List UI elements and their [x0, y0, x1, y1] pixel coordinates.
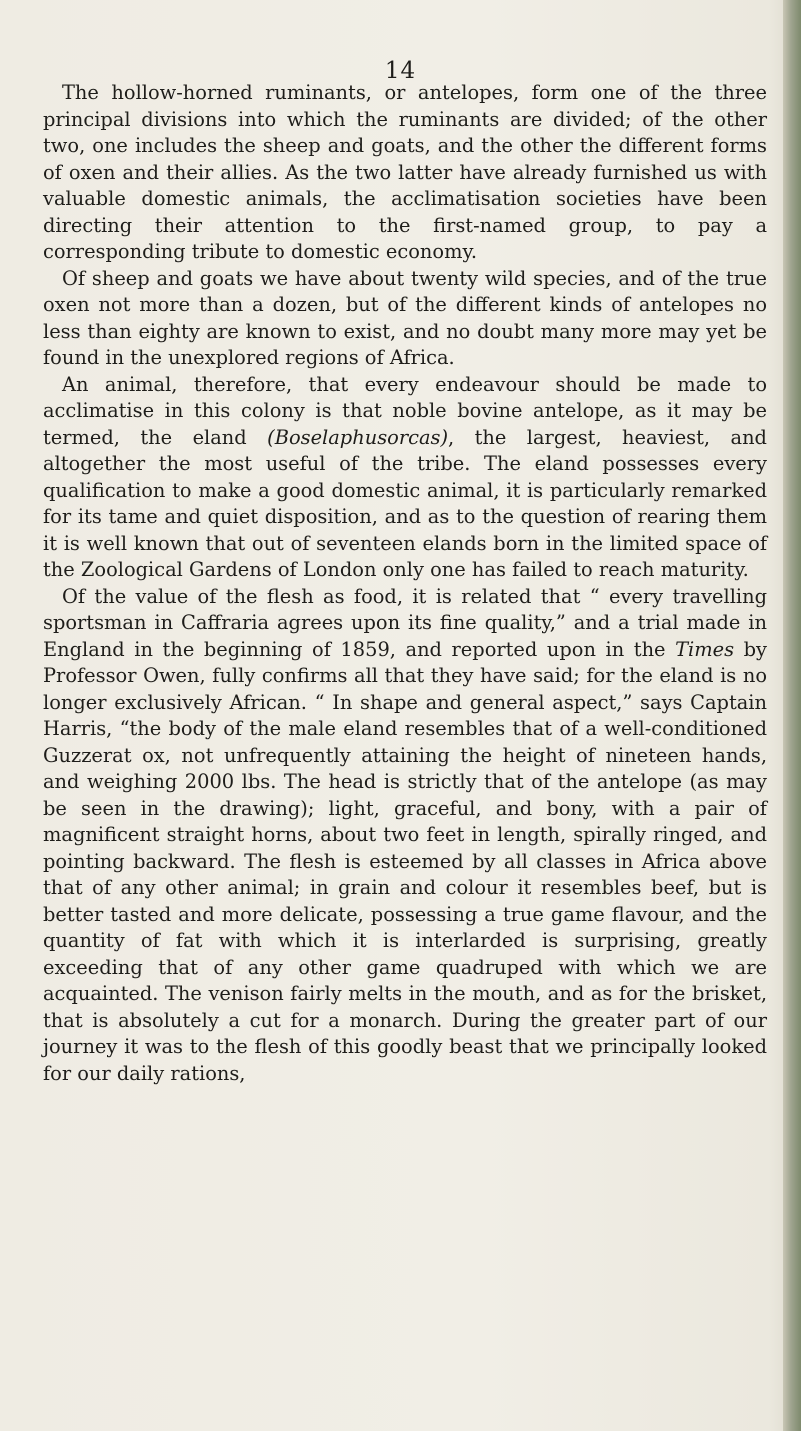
paragraph-text: , the largest, heaviest, and altogether the most useful of the tribe. The eland possesses every qualification to make a good domestic animal, it is particularly remarked for its tame and quiet disposition, and as to the question of rearing them it is well known that out of seventeen elands born in the limited space of the Zoological Gardens of London only one has failed to reach maturity.: [43, 425, 767, 581]
newspaper-title: Times: [675, 637, 735, 661]
page-number: 14: [384, 58, 417, 84]
paragraph-species-counts: Of sheep and goats we have about twenty wild species, and of the true oxen not more than a dozen, but of the different kinds of antelopes no less than eighty are known to exist, and no doubt many more may yet be found in the unexplored regions of Africa.: [43, 266, 767, 369]
scientific-name: (Boselaphusorcas): [267, 425, 449, 449]
paragraph-text: Of the value of the flesh as food, it is related that “ every travelling sportsman in Caffraria agrees upon its fine quality,” and a trial made in England in the beginning of 1859, and reported upon in the: [43, 584, 767, 661]
page-edge-shadow: [783, 0, 801, 1431]
body-text: [43, 80, 767, 1087]
paragraph-text: An animal, therefore, that every endeavour should be made to acclimatise in this colony is that noble bovine antelope, as it may be termed, the eland: [43, 372, 767, 449]
paragraph-text: by Professor Owen, fully confirms all that they have said; for the eland is no longer exclusively African. “ In shape and general aspect,” says Captain Harris, “the body of the male eland resembles that of a well-conditioned Guzzerat ox, not unfrequently attaining the height of nineteen hands, and weighing 2000 lbs. The head is strictly that of the antelope (as may be seen in the drawing); light, graceful, and bony, with a pair of magnificent straight horns, about two feet in length, spirally ringed, and pointing backward. The flesh is esteemed by all classes in Africa above that of any other animal; in grain and colour it resembles beef, but is better tasted and more delicate, possessing a true game flavour, and the quantity of fat with which it is interlarded is surprising, greatly exceeding that of any other game quadruped with which we are acquainted. The venison fairly melts in the mouth, and as for the brisket, that is absolutely a cut for a monarch. During the greater part of our journey it was to the flesh of this goodly beast that we principally looked for our daily rations,: [43, 637, 767, 1085]
paragraph-eland-flesh: [43, 584, 767, 1088]
paragraph-eland-introduction: [43, 372, 767, 584]
paragraph-antelope-divisions: The hollow-horned ruminants, or antelopes, form one of the three principal divisions into which the ruminants are divided; of the other two, one includes the sheep and goats, and the other the different forms of oxen and their allies. As the two latter have already furnished us with valuable domestic animals, the acclimatisation societies have been directing their attention to the first-named group, to pay a corresponding tribute to domestic economy.: [43, 81, 767, 263]
